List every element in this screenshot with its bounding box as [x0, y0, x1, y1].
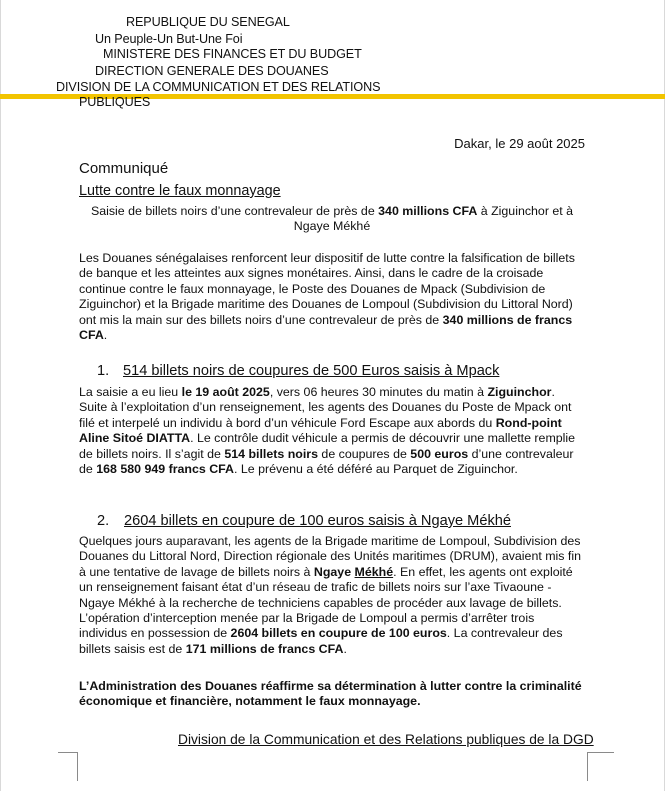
header-division: DIVISION DE LA COMMUNICATION ET DES RELATIONS — [56, 80, 381, 94]
document-date: Dakar, le 29 août 2025 — [454, 136, 585, 151]
intro-paragraph: Les Douanes sénégalaises renforcent leur dispositif de lutte contre la falsification de billets de banque et les atteintes aux signes monétaires. Ainsi, dans le cadre de la croisade continue contre le faux monnayage, le Poste des Douanes de Mpack (Subdivision de Ziguinchor) et la Brigade maritime des Douanes de Lompoul (Subdivision du Littoral Nord) ont mis la main sur des billets noirs d’une contrevaleur de près de 340 millions de francs CFA. — [79, 251, 575, 343]
page-left-edge — [0, 0, 1, 791]
header-motto: Un Peuple-Un But-Une Foi — [95, 32, 243, 46]
header-republic: REPUBLIQUE DU SENEGAL — [126, 15, 290, 29]
section2-heading: 2. 2604 billets en coupure de 100 euros saisis à Ngaye Mékhé — [97, 513, 511, 529]
section1-paragraph: La saisie a eu lieu le 19 août 2025, vers 06 heures 30 minutes du matin à Ziguinchor. Suite à l’exploitation d’un renseignement, les agents des Douanes du Poste de Mpack ont filé et interpelé un individu à bord d’un véhicule Ford Escape aux abords du Rond-point Aline Sitoé DIATTA. Le contrôle dudit véhicule a permis de découvrir une mallette remplie de billets noirs. Il s’agit de 514 billets noirs de coupures de 500 euros d’une contrevaleur de 168 580 949 francs CFA. Le prévenu a été déféré au Parquet de Ziguinchor. — [79, 385, 576, 477]
lead-summary: Saisie de billets noirs d’une contrevaleur de près de 340 millions CFA à Ziguinchor et à Ngaye Mékhé — [90, 204, 574, 234]
signature-line: Division de la Communication et des Relations publiques de la DGD — [178, 732, 594, 747]
document-title: Communiqué — [79, 160, 169, 177]
closing-paragraph: L’Administration des Douanes réaffirme sa détermination à lutter contre la criminalité économique et financière, notamment le faux monnayage. — [79, 679, 582, 709]
section2-paragraph: Quelques jours auparavant, les agents de la Brigade maritime de Lompoul, Subdivision des Douanes du Littoral Nord, Direction régionale des Unités maritimes (DRUM), avaient mis fin à une tentative de lavage de billets noirs à Ngaye Mékhé. En effet, les agents ont exploité un renseignement faisant état d’un réseau de trafic de billets noirs sur l’axe Tivaoune - Ngaye Mékhé à la recherche de techniciens capables de procéder aux lavage de billets. L’opération d’interception menée par la Brigade de Lompoul a permis d’arrêter trois individus en possession de 2604 billets en coupure de 100 euros. La contrevaleur des billets saisis est de 171 millions de francs CFA. — [79, 534, 582, 656]
crop-mark-left — [58, 752, 78, 781]
header-division-cont: PUBLIQUES — [79, 95, 151, 109]
crop-mark-right — [587, 752, 614, 781]
section1-heading: 1. 514 billets noirs de coupures de 500 Euros saisis à Mpack — [97, 363, 500, 379]
document-subtitle: Lutte contre le faux monnayage — [79, 183, 281, 199]
header-ministry: MINISTERE DES FINANCES ET DU BUDGET — [103, 47, 362, 61]
header-directorate: DIRECTION GENERALE DES DOUANES — [95, 64, 329, 78]
